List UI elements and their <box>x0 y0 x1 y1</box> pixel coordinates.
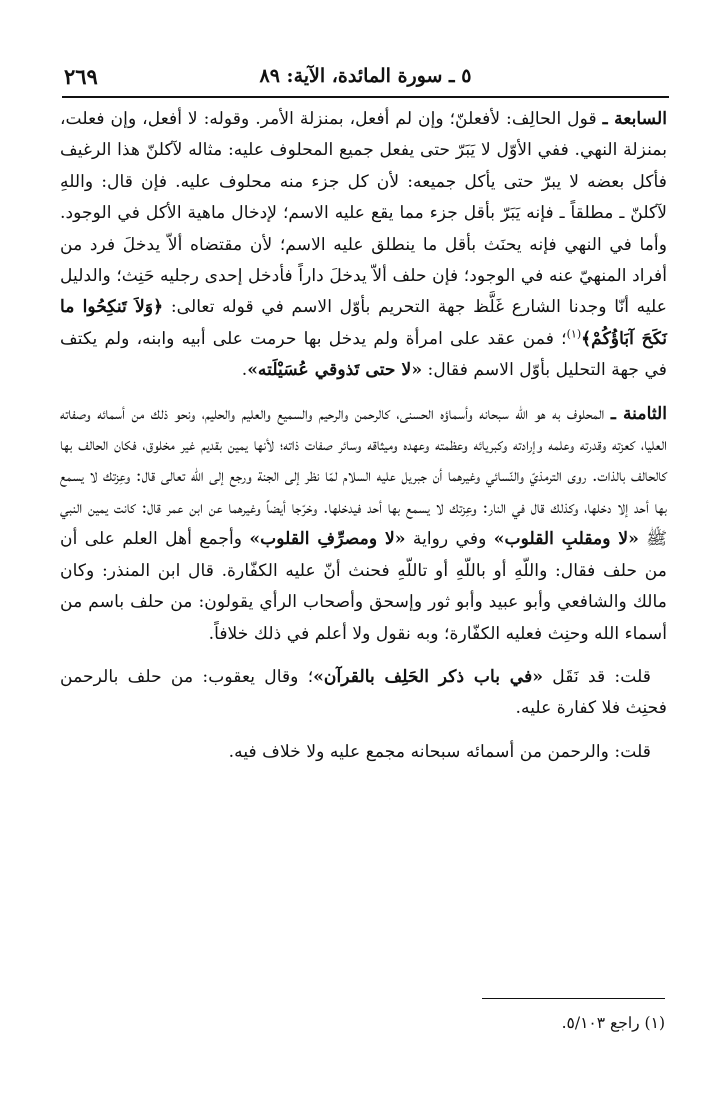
paragraph-qultu-2 <box>60 737 667 768</box>
quran-quote: ﴿وَلاَ تَنكِحُوا ما نَكَحَ آبَاؤُكُمْ﴾ <box>60 297 667 349</box>
text-run: ؛ فمن عقد على امرأة ولم يدخل بها حرمت على أبيه وابنه، ولم يكتف في جهة التحليل بأوّل الاسم فقال: <box>60 328 667 381</box>
page-number: ٢٦٩ <box>64 64 98 89</box>
text-run: ؛ وقال يعقوب: من حلف بالرحمن فحنِث فلا كفارة عليه. <box>60 666 667 719</box>
section-heading-eighth: الثامنة ـ <box>610 403 668 424</box>
text-run: وأجمع أهل العلم على أن من حلف فقال: واللّهِ أو باللّهِ أو تاللّهِ فحنث أنّ عليه الكفّارة. قال ابن المنذر: وكان مالك والشافعي وأبو عبيد وأبو ثور وإسحق وأصحاب الرأي يقولون: من حلف باسم من أسماء الله وحنِث فعليه الكفّارة؛ وبه نقول ولا أعلم في ذلك خلافاً. <box>60 529 667 644</box>
text-run: قلت: قد نَقَل <box>543 666 651 687</box>
paragraph-eighth <box>60 399 667 650</box>
hadith-quote: «لا ومقلبِ القلوب» <box>493 529 639 550</box>
hadith-quote: «لا ومصرِّفِ القلوب» <box>249 529 406 550</box>
text-run: . <box>241 360 248 381</box>
paragraph-qultu-1 <box>60 662 667 725</box>
hadith-quote: «لا حتى تَذوقي عُسَيْلَته» <box>247 360 423 381</box>
footnote: (١) راجع ٥/١٠٣. <box>561 1014 665 1032</box>
text-run: المحلوف به هو الله سبحانه وأسماؤه الحسنى، كالرحمن والرحيم والسميع والعليم والحليم، ونحو ذلك من أسمائه وصفاته العليا، كعزته وقدرته وعلمه وإرادته وكبريائه وعظمته وعهده وميثاقه وسائر صفات ذاته؛ لأنها يمين بقديم غير مخلوق، فكان الحالف بها كالحالف بالذات. روى الترمذيّ والنّسائي وغيرهما أن جبريل عليه السلام لمّا نظر إلى الجنة ورجع إلى الله تعالى قال: وعِزتك لا يسمع بها أحد إلا دخلها، وكذلك قال في النار: وعِزتك لا يسمع بها أحد فيدخلها. وخرّجا أيضاً وغيرهما عن ابن عمر قال: كانت يمين النبي ﷺ <box>60 403 668 550</box>
paragraph-seventh <box>60 104 667 387</box>
main-text <box>60 104 667 768</box>
running-title: ٥ ـ سورة المائدة، الآية: ٨٩ <box>259 65 472 87</box>
text-run: قلت: والرحمن من أسمائه سبحانه مجمع عليه ولا خلاف فيه. <box>228 741 651 762</box>
footnote-marker: (١) <box>566 327 582 341</box>
quoted-title: «في باب ذكر الحَلِف بالقرآن» <box>313 666 544 687</box>
footnote-divider <box>482 998 665 999</box>
page-header <box>62 62 669 98</box>
text-run: وفي رواية <box>405 529 494 550</box>
text-run: قول الحالِف: لأفعلنّ؛ وإن لم أفعل، بمنزلة الأمر. وقوله: لا أفعل، وإن فعلت، بمنزلة النهي. ففي الأوّل لا يَبَرّ حتى يفعل جميع المحلوف عليه: مثاله لآكلنّ هذا الرغيف فأكل بعضه لا يبرّ حتى يأكل جميعه: لأن كل جزء منه محلوف عليه. فإن قال: واللهِ لآكلنّ ـ مطلقاً ـ فإنه يَبَرّ بأقل جزء مما يقع عليه الاسم؛ لإدخال ماهية الأكل في الوجود. وأما في النهي فإنه يحنَث بأقل ما ينطلق عليه الاسم؛ لأن مقتضاه ألاّ يدخلَ فرد من أفراد المنهيّ عنه في الوجود؛ فإن حلف ألاّ يدخلَ داراً فأدخل إحدى رجليه حَنِث؛ والدليل عليه أنّا وجدنا الشارع غَلَّظ جهة التحريم بأوّل الاسم في قوله تعالى: <box>60 109 668 318</box>
section-heading-seventh: السابعة ـ <box>602 109 667 129</box>
